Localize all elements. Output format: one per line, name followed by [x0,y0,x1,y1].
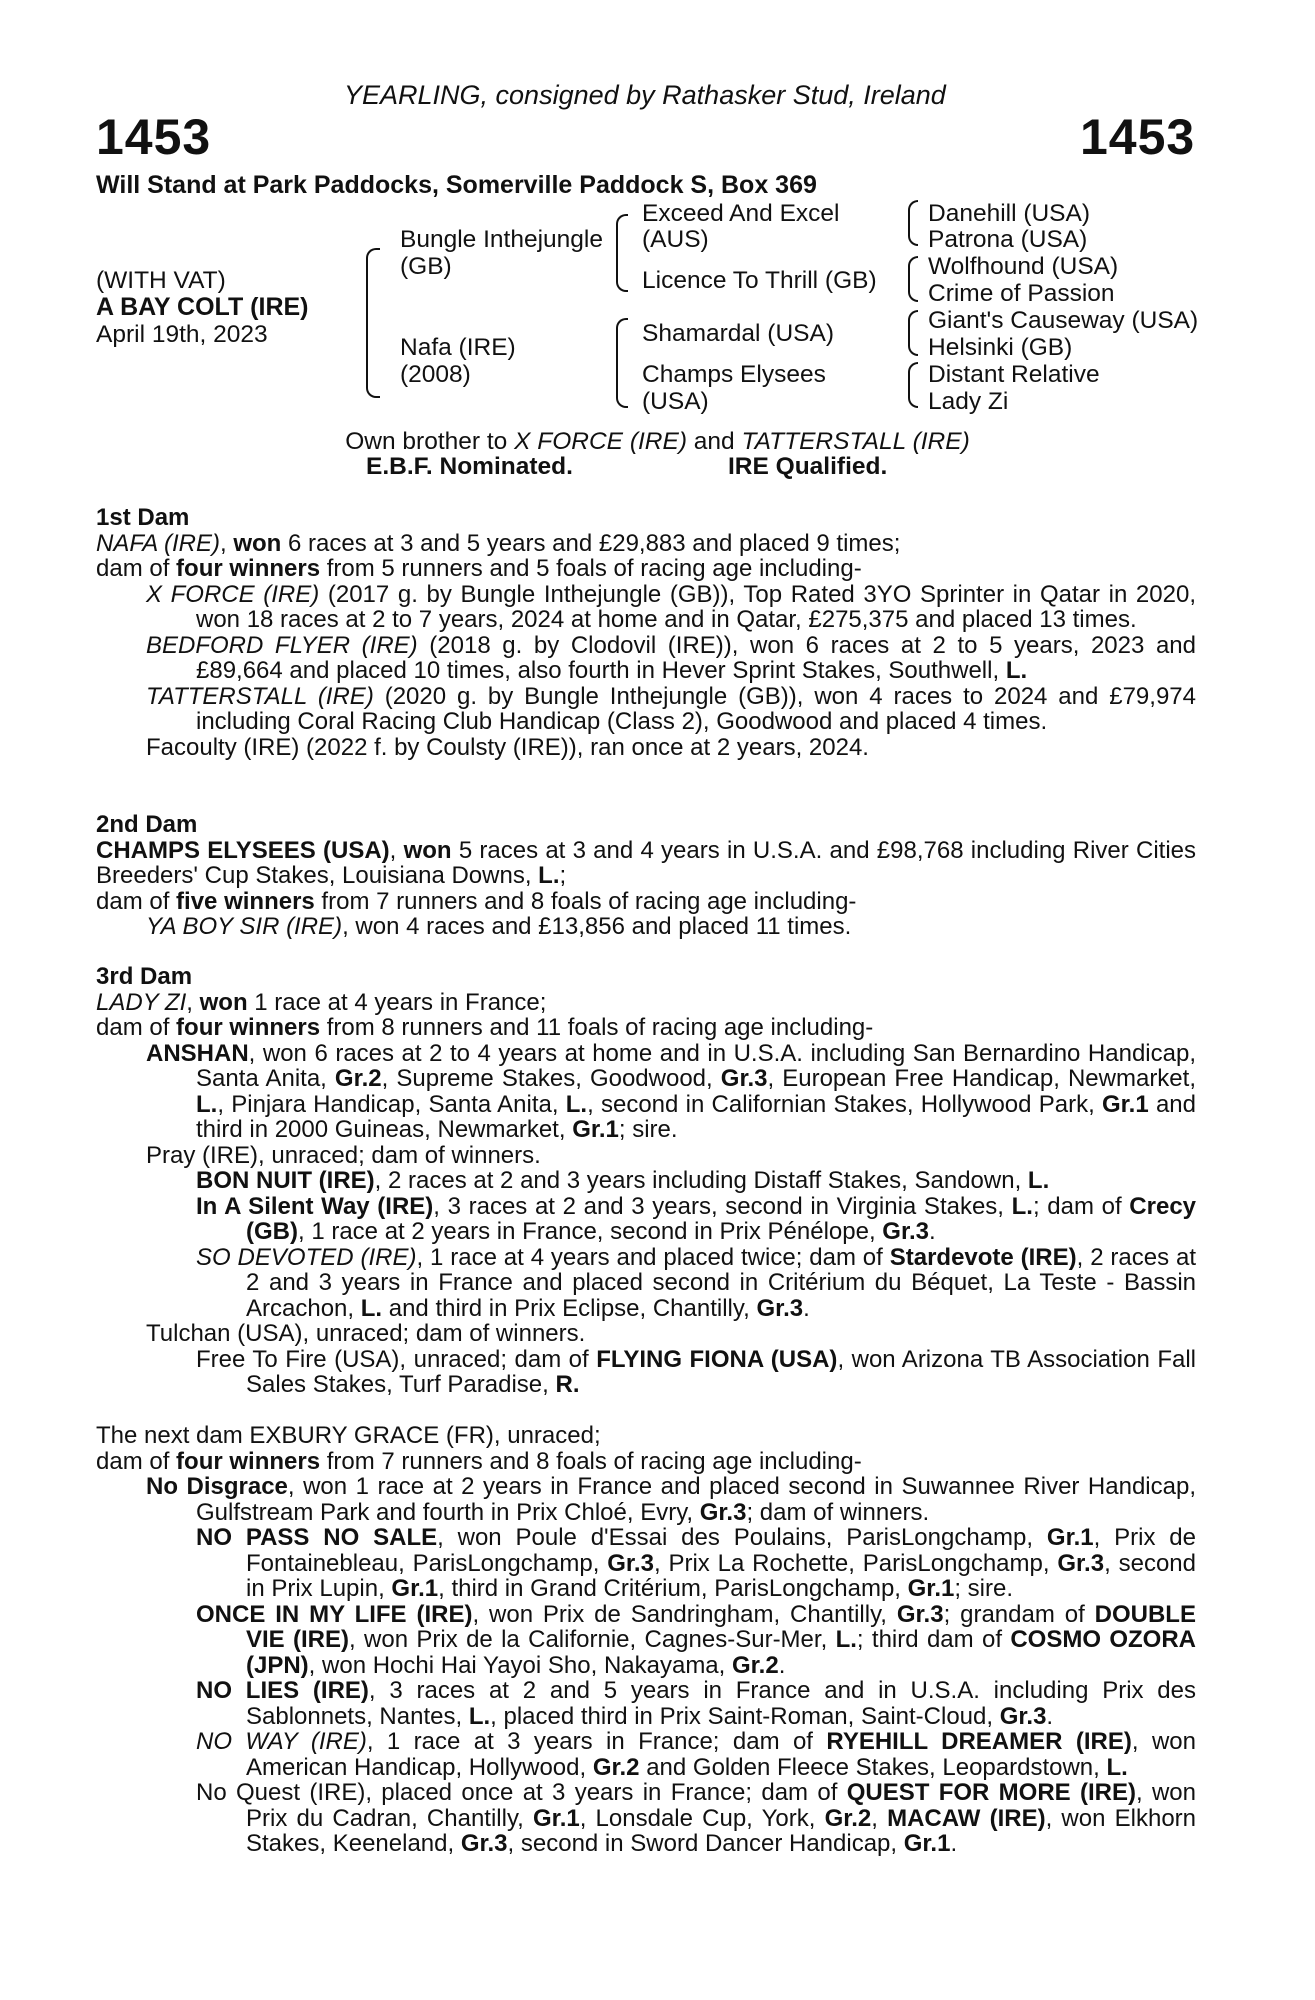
sire-dam: Licence To Thrill (GB) [642,267,877,294]
own-brother-line: Own brother to X FORCE (IRE) and TATTERSTALL (IRE) [345,428,970,455]
dss: Giant's Causeway (USA) [928,307,1199,334]
progeny-anshan: ANSHAN, won 6 races at 2 to 4 years at home and in U.S.A. including San Bernardino Handicap, Santa Anita, Gr.2, Supreme Stakes, Goodwood, Gr.3, European Free Handicap, Newmarket, L., Pinjara Handicap, Santa Anita, L., second in Californian Stakes, Hollywood Park, Gr.1 and third in 2000 Guineas, Newmarket, Gr.1; sire. [146,1039,1196,1143]
progeny-tulchan: Tulchan (USA), unraced; dam of winners. [146,1320,586,1347]
third-dam-heading: 3rd Dam [96,963,193,990]
grand-no-lies: NO LIES (IRE), 3 races at 2 and 5 years in France and in U.S.A. including Prix des Sablonnets, Nantes, L., placed third in Prix Saint-Roman, Saint-Cloud, Gr.3. [196,1677,1197,1730]
third-dam-produce: dam of four winners from 8 runners and 11 foals of racing age including- [96,1014,874,1041]
pedigree-brace-3 [908,310,918,356]
pedigree-brace-sire [616,214,628,292]
first-dam-produce: dam of four winners from 5 runners and 5 foals of racing age including- [96,555,862,582]
progeny-pray: Pray (IRE), unraced; dam of winners. [146,1141,541,1169]
pedigree-brace-dam [616,318,628,408]
second-dam-heading: 2nd Dam [96,811,198,838]
stand-location: Will Stand at Park Paddocks, Somerville Paddock S, Box 369 [96,171,817,199]
dam-dam-origin: (USA) [642,388,709,415]
dds: Distant Relative [928,361,1100,388]
pedigree-brace-4 [908,362,918,408]
next-dam-produce: dam of four winners from 7 runners and 8 foals of racing age including- [96,1447,862,1475]
dam-year: (2008) [400,361,471,388]
first-dam-section [96,505,1196,760]
dam-name: Nafa (IRE) [400,334,516,361]
second-dam-produce: dam of five winners from 7 runners and 8 foals of racing age including- [96,887,857,915]
ddd: Lady Zi [928,388,1009,415]
progeny-ya-boy-sir: YA BOY SIR (IRE), won 4 races and £13,856 and placed 11 times. [146,913,852,940]
grand-no-pass-no-sale: NO PASS NO SALE, won Poule d'Essai des Poulains, ParisLongchamp, Gr.1, Prix de Fontainebleau, ParisLongchamp, Gr.3, Prix La Rochette, ParisLongchamp, Gr.3, second in Prix Lupin, Gr.1, third in Grand Critérium, ParisLongchamp, Gr.1; sire. [196,1524,1196,1602]
horse-name: A BAY COLT (IRE) [96,293,309,321]
dam-sire: Shamardal (USA) [642,320,834,347]
sds: Wolfhound (USA) [928,253,1119,280]
grand-once-in-my-life: ONCE IN MY LIFE (IRE), won Prix de Sandringham, Chantilly, Gr.3; grandam of DOUBLE VIE (IRE), won Prix de la Californie, Cagnes-Sur-Mer, L.; third dam of COSMO OZORA (JPN), won Hochi Hai Yayoi Sho, Nakayama, Gr.2. [196,1600,1196,1679]
next-dam-section [96,1423,1196,1857]
grand-no-way: NO WAY (IRE), 1 race at 3 years in France; dam of RYEHILL DREAMER (IRE), won American Handicap, Hollywood, Gr.2 and Golden Fleece Stakes, Leopardstown, L. [196,1728,1196,1781]
ssd: Patrona (USA) [928,226,1088,253]
pedigree-brace-main [366,248,380,398]
progeny-tatterstall: TATTERSTALL (IRE) (2020 g. by Bungle Inthejungle (GB)), won 4 races to 2024 and £79,974 including Coral Racing Club Handicap (Class 2), Goodwood and placed 4 times. [146,682,1196,735]
grand-free-to-fire: Free To Fire (USA), unraced; dam of FLYING FIONA (USA), won Arizona TB Association Fall Sales Stakes, Turf Paradise, R. [196,1345,1196,1398]
third-dam-section [96,964,1196,1398]
grand-no-quest: No Quest (IRE), placed once at 3 years in France; dam of QUEST FOR MORE (IRE), won Prix du Cadran, Chantilly, Gr.1, Lonsdale Cup, York, Gr.2, MACAW (IRE), won Elkhorn Stakes, Keeneland, Gr.3, second in Sword Dancer Handicap, Gr.1. [196,1779,1196,1857]
progeny-bedford-flyer: BEDFORD FLYER (IRE) (2018 g. by Clodovil (IRE)), won 6 races at 2 to 5 years, 2023 and £89,664 and placed 10 times, also fourth in Hever Sprint Stakes, Southwell, L. [146,631,1196,684]
first-dam-line: NAFA (IRE), won 6 races at 3 and 5 years and £29,883 and placed 9 times; [96,529,901,557]
sire-sire-origin: (AUS) [642,226,709,253]
pedigree-brace-2 [908,256,918,302]
ebf-nominated: E.B.F. Nominated. [366,453,573,480]
progeny-no-disgrace: No Disgrace, won 1 race at 2 years in France and placed second in Suwannee River Handicap, Gulfstream Park and fourth in Prix Chloé, Evry, Gr.3; dam of winners. [146,1473,1196,1526]
grand-so-devoted: SO DEVOTED (IRE), 1 race at 4 years and placed twice; dam of Stardevote (IRE), 2 races at 2 and 3 years in France and placed second in Critérium du Béquet, La Teste - Bassin Arcachon, L. and third in Prix Eclipse, Chantilly, Gr.3. [196,1243,1197,1322]
lot-number-left: 1453 [96,109,212,165]
third-dam-line: LADY ZI, won 1 race at 4 years in France; [96,988,547,1016]
grand-bon-nuit: BON NUIT (IRE), 2 races at 2 and 3 years including Distaff Stakes, Sandown, L. [196,1167,1050,1194]
grand-in-a-silent-way: In A Silent Way (IRE), 3 races at 2 and 3 years, second in Virginia Stakes, L.; dam of Crecy (GB), 1 race at 2 years in France, second in Prix Pénélope, Gr.3. [196,1192,1197,1245]
pedigree-brace-1 [908,200,918,246]
lot-number-right: 1453 [1080,109,1196,165]
second-dam-section [96,812,1196,940]
sire-name: Bungle Inthejungle [400,226,603,253]
consignment-line: YEARLING, consigned by Rathasker Stud, Ireland [344,80,946,110]
ire-qualified: IRE Qualified. [728,453,888,480]
second-dam-line: CHAMPS ELYSEES (USA), won 5 races at 3 and 4 years in U.S.A. and £98,768 including River Cities Breeders' Cup Stakes, Louisiana Downs, L.; [96,836,1197,889]
vat-note: (WITH VAT) [96,267,226,294]
sire-origin: (GB) [400,253,452,280]
sire-sire: Exceed And Excel [642,200,840,227]
dam-dam: Champs Elysees [642,361,826,388]
sdd: Crime of Passion [928,280,1115,307]
next-dam-line: The next dam EXBURY GRACE (FR), unraced; [96,1422,601,1449]
progeny-x-force: X FORCE (IRE) (2017 g. by Bungle Inthejungle (GB)), Top Rated 3YO Sprinter in Qatar in 2020, won 18 races at 2 to 7 years, 2024 at home and in Qatar, £275,375 and placed 13 times. [146,580,1196,633]
dsd: Helsinki (GB) [928,334,1073,361]
sss: Danehill (USA) [928,200,1091,227]
progeny-facoulty: Facoulty (IRE) (2022 f. by Coulsty (IRE)), ran once at 2 years, 2024. [146,733,869,761]
first-dam-heading: 1st Dam [96,504,190,531]
foaling-date: April 19th, 2023 [96,321,268,348]
